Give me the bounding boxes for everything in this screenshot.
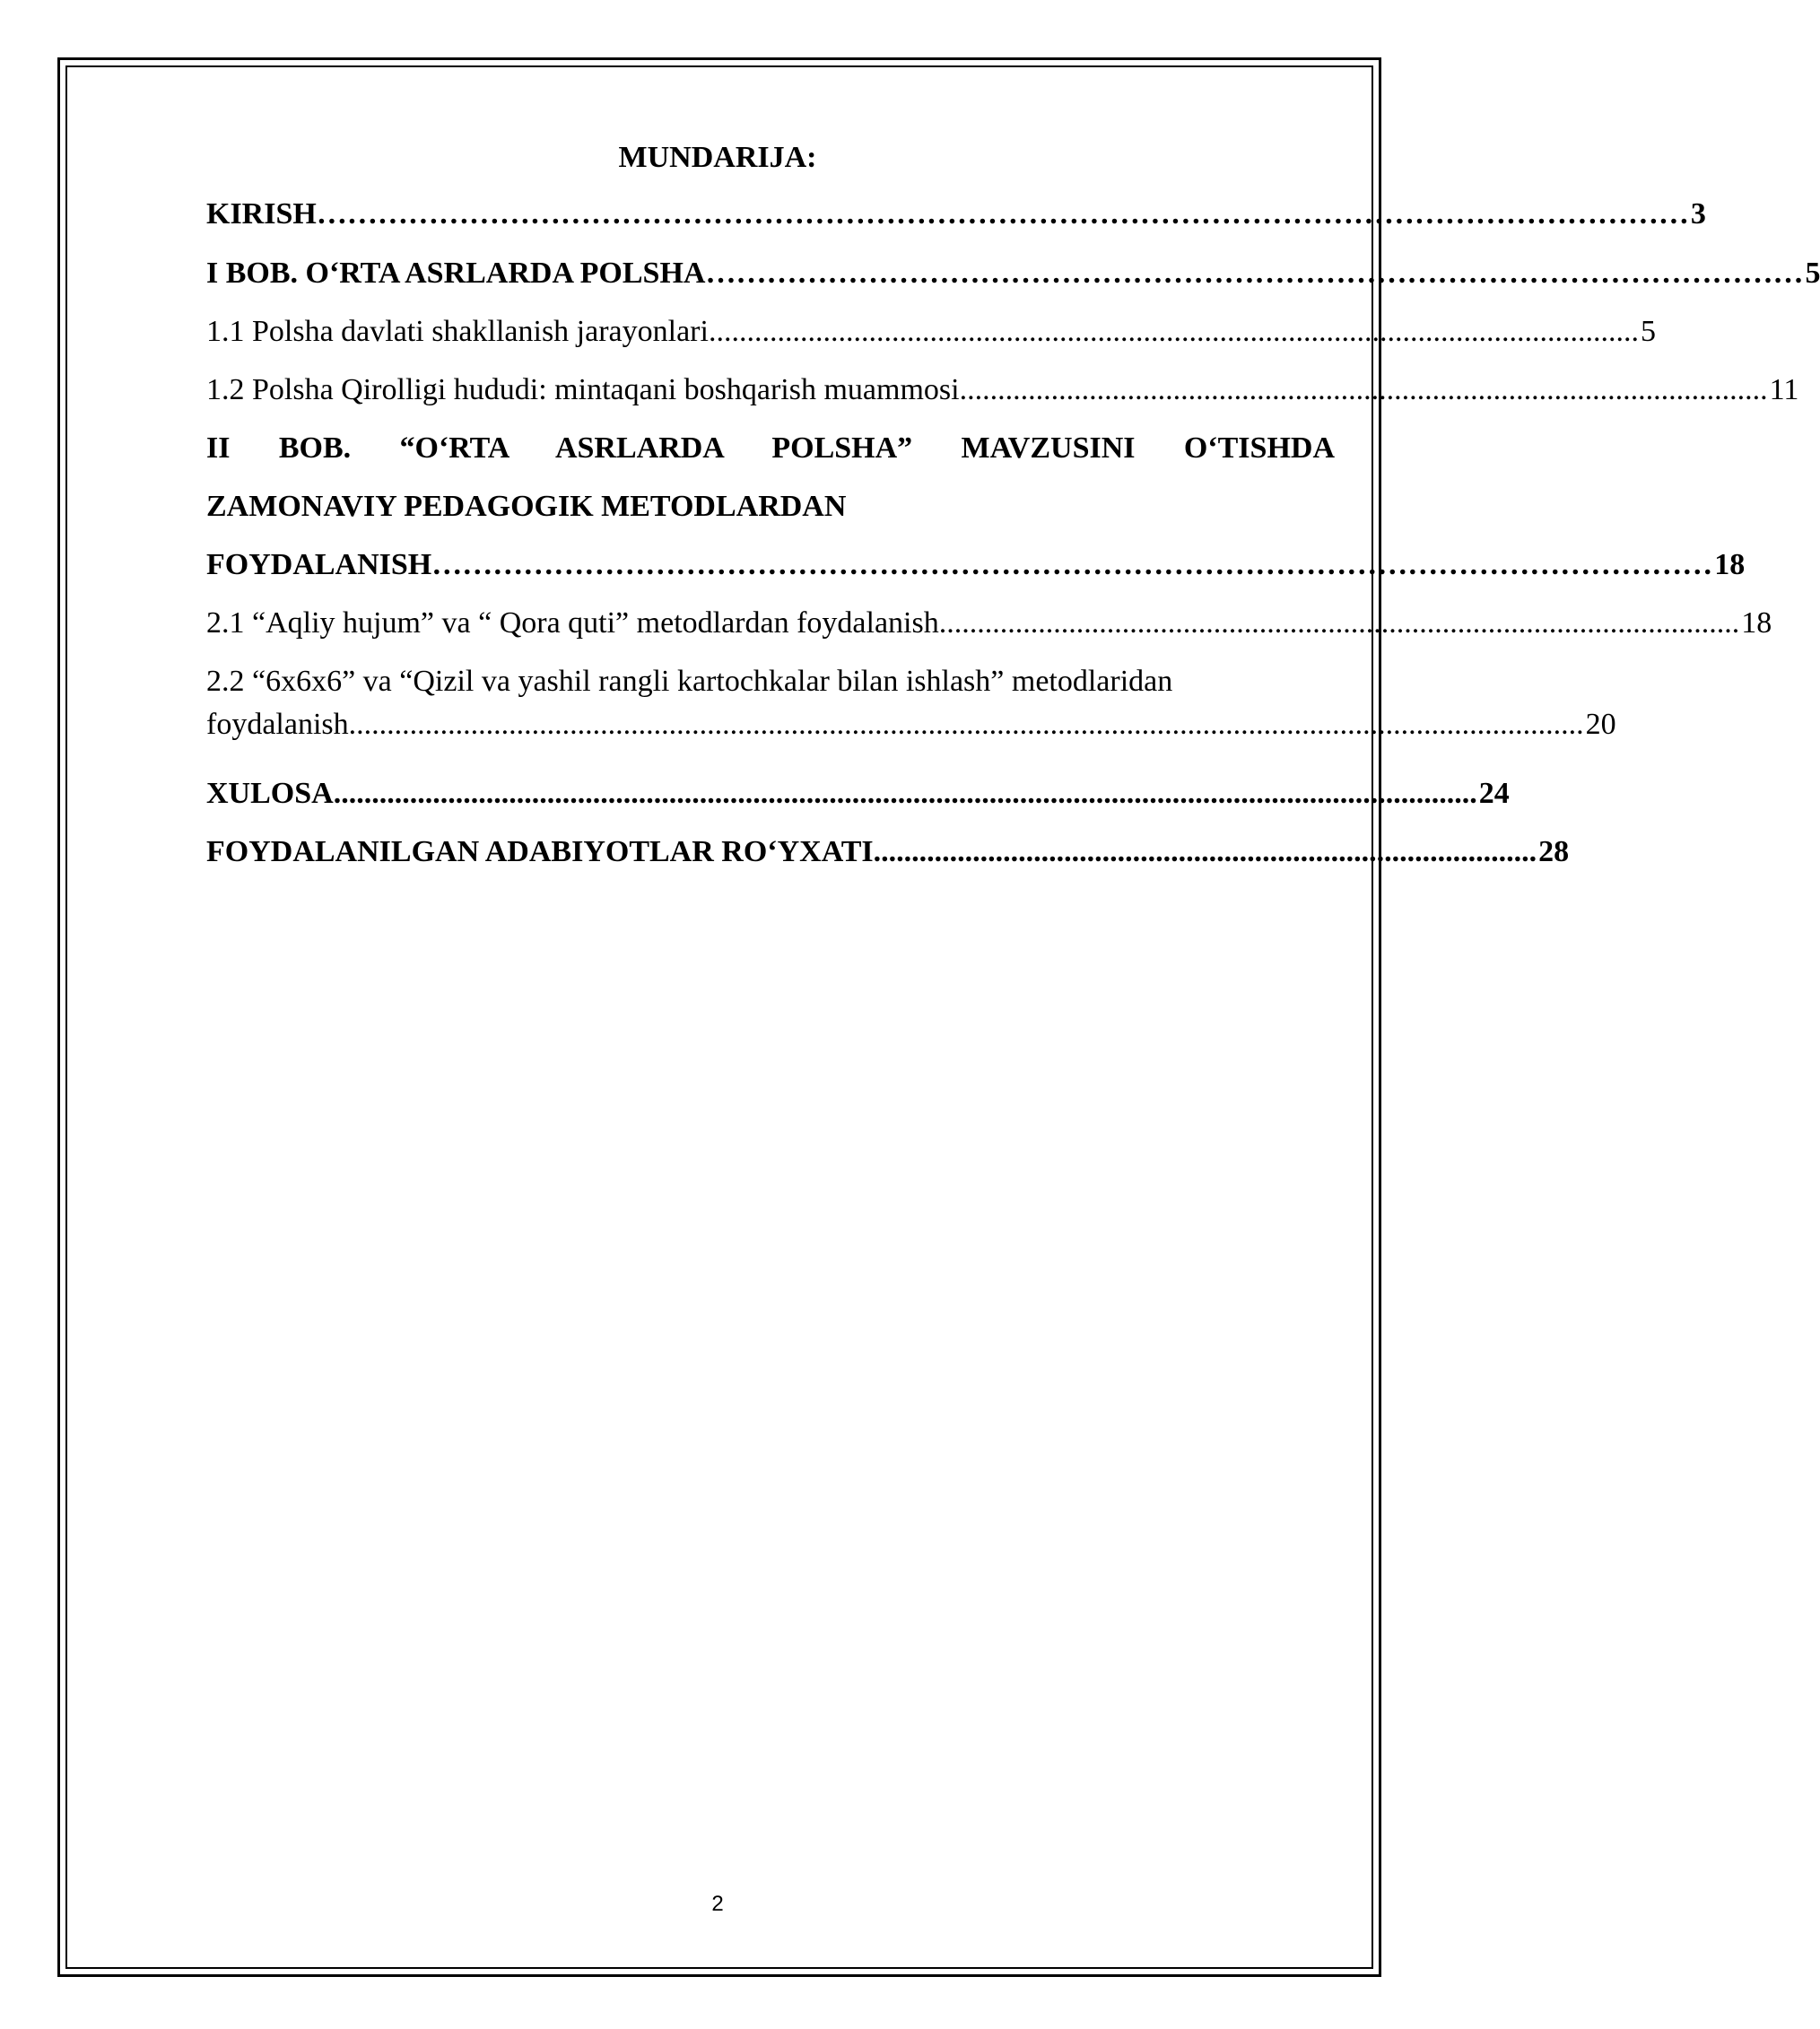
toc-entry-label: foydalanish [206, 708, 349, 741]
toc-entry-section-1-2 [206, 370, 1799, 411]
toc-leader: ....................................................................................... [873, 835, 1537, 868]
toc-entry-label: FOYDALANILGAN ADABIYOTLAR RO‘YXATI [206, 835, 874, 868]
toc-leader: .......................................................................................................... [959, 373, 1768, 406]
toc-entry-label: 1.2 Polsha Qirolligi hududi: mintaqani boshqarish muammosi [206, 373, 960, 406]
toc-leader: .......................................................................................................................... [708, 315, 1639, 348]
toc-entry-label: XULOSA [206, 777, 334, 810]
toc-entry-chapter-2-line-3 [206, 544, 1746, 586]
toc-leader: ......................................................................................................... [938, 606, 1740, 640]
toc-page-number: 18 [1741, 606, 1772, 640]
toc-entry-label: KIRISH [206, 197, 317, 231]
toc-page-number: 28 [1538, 835, 1570, 868]
page-number: 2 [711, 1892, 724, 1916]
toc-entry-references [206, 832, 1570, 873]
toc-leader: .................................................................................................................................................................. [348, 708, 1584, 741]
toc-entry-section-2-2-line-2 [206, 704, 1616, 745]
toc-entry-label: II BOB. “O‘RTA ASRLARDA POLSHA” MAVZUSINI O‘TISHDA [206, 431, 1335, 465]
toc-leader: ...................................................................................................................................................... [333, 777, 1477, 810]
toc-page-number: 18 [1714, 548, 1746, 581]
toc-page-number: 5 [1640, 315, 1656, 348]
toc-entry-section-2-1 [206, 603, 1772, 644]
toc-entry-section-1-1 [206, 311, 1656, 353]
toc-page-number: 11 [1769, 373, 1799, 406]
toc-leader: ……………………………………………………………………………………………… [705, 257, 1804, 290]
toc-entry-kirish [206, 194, 1706, 235]
toc-entry-label: I BOB. O‘RTA ASRLARDA POLSHA [206, 257, 706, 290]
toc-page-number: 24 [1478, 777, 1510, 810]
toc-entry-label: 2.1 “Aqliy hujum” va “ Qora quti” metodlardan foydalanish [206, 606, 939, 640]
toc-title: MUNDARIJA: [618, 141, 817, 174]
toc-page-number: 5 [1805, 257, 1820, 290]
toc-leader: ……………………………………………………………………………………………………………… [431, 548, 1713, 581]
toc-entry-chapter-2-line-1 [206, 428, 1335, 469]
toc-page-number: 3 [1690, 197, 1706, 231]
toc-entry-label: FOYDALANISH [206, 548, 432, 581]
toc-leader: ……………………………………………………………………………………………………………………… [316, 197, 1689, 231]
toc-entry-section-2-2-line-1: 2.2 “6x6x6” va “Qizil va yashil rangli kartochkalar bilan ishlash” metodlaridan [206, 665, 1173, 698]
toc-entry-chapter-1 [206, 253, 1820, 294]
toc-entry-label: 1.1 Polsha davlati shakllanish jarayonlari [206, 315, 709, 348]
toc-entry-xulosa [206, 773, 1510, 814]
toc-page-number: 20 [1585, 708, 1616, 741]
toc-entry-chapter-2-line-2: ZAMONAVIY PEDAGOGIK METODLARDAN [206, 490, 847, 523]
